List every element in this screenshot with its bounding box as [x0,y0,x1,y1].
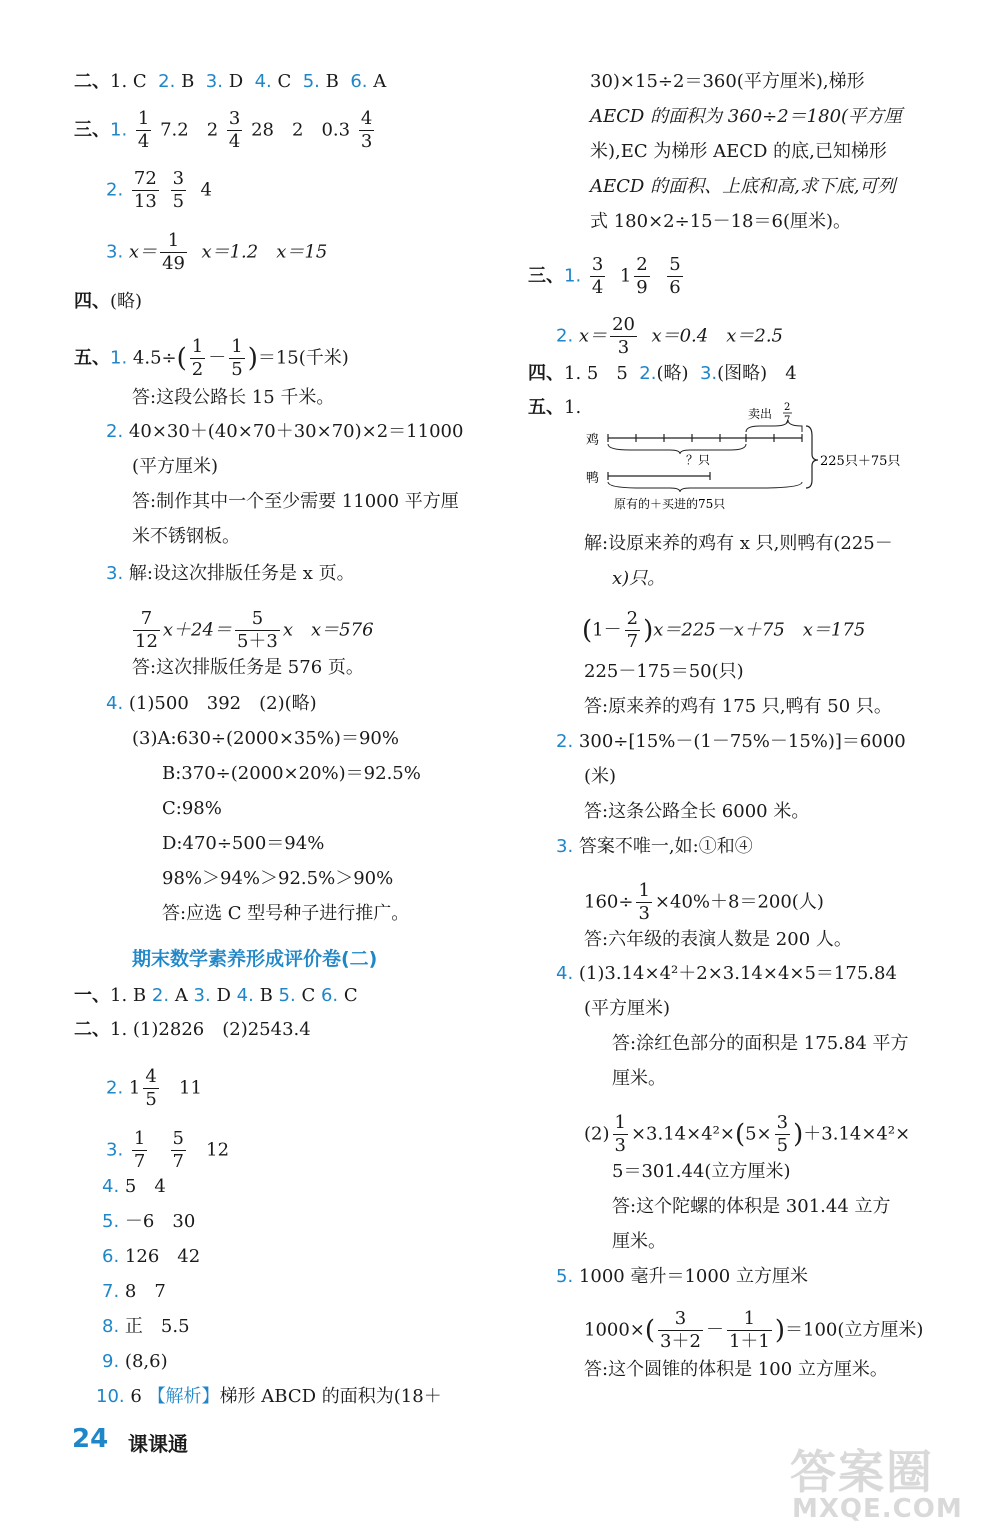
section-label: 三、 [74,119,110,141]
svg-text:7: 7 [784,415,791,426]
fraction: $\frac{3}{5}$ [172,168,185,212]
expr: ＝15(千米) [257,347,349,369]
fraction: $\frac{1}{2}$ [191,336,204,380]
cont-line: AECD 的面积为 360÷2＝180(平方厘 [590,106,903,127]
q-num: 2. [106,179,124,201]
solution-line: 225－175＝50(只) [584,661,744,682]
section-label: 二、 [74,71,110,92]
fraction: $\frac{72}{13}$ [133,168,157,212]
sec5-q3-eq: $\frac{7}{12}$ x＋24＝ $\frac{5}{5+3}$ x x＝576 [135,608,374,652]
section-label: 三、 [528,265,564,287]
p2-sec2-q1 [74,1018,311,1042]
r-sec4: 四、1. 5 5 2.(略) 3.(图略) 4 [528,363,797,384]
q-num: 1. [110,1019,128,1040]
expr: 40×30＋(40×70＋30×70)×2＝11000 [128,421,464,442]
duck-label: 鸭 [586,471,600,486]
fraction: $\frac{3}{4}$ [228,108,241,152]
fraction: $\frac{4}{3}$ [360,108,373,152]
sec3-q2 [106,168,212,213]
sec5-q3 [106,562,355,586]
fraction: $\frac{3}{4}$ [591,254,604,298]
expr-line: C:98% [162,798,222,819]
sec2-choice-row [74,70,386,94]
q-num: 2. [106,421,124,442]
answer-line: 答:这个陀螺的体积是 301.44 立方 [612,1196,891,1217]
fraction: $\frac{1}{7}$ [133,1128,146,1172]
q-num: 5. [302,71,320,92]
p2-sec1-choice-row [74,984,358,1008]
answer-line: 答:应选 C 型号种子进行推广。 [162,903,410,924]
q-num: 3. [106,1139,124,1161]
svg-text:？只: ？只 [686,453,711,467]
r-sec3-q2: 2. x＝ $\frac{20}{3}$ x＝0.4 x＝2.5 [556,314,783,358]
cont-line: 式 180×2÷15－18＝6(厘米)。 [590,211,851,232]
r-sec3-q1: 三、1. $\frac{3}{4}$ 1 $\frac{2}{9}$ $\frac{5}{6}$ [528,254,681,298]
q-num: 1. [110,119,128,141]
watermark: 答案圈 [790,1445,934,1499]
fraction: $\frac{5}{5+3}$ [236,608,278,652]
p2-sec2-q9: 9. (8,6) [102,1351,168,1372]
fraction: $\frac{1}{1+1}$ [728,1308,770,1352]
q-num: 6. [320,985,339,1006]
fraction: $\frac{5}{6}$ [669,254,681,298]
answer: 7.2 2 [160,119,219,141]
answer-line: 答:涂红色部分的面积是 175.84 平方 [612,1033,909,1054]
r-sec5-q5: 5. 1000 毫升＝1000 立方厘米 [556,1266,808,1287]
sec3-q3 [106,230,327,275]
answer: B [181,71,195,92]
expr-line: (平方厘米) [584,998,671,1019]
answer: A [373,71,387,92]
expr-line: B:370÷(2000×20%)＝92.5% [162,763,421,784]
answer: C [301,985,316,1006]
sec5-q1: 五、1. 4.5÷( $\frac{1}{2}$ － $\frac{1}{5}$ )＝15(千米) [74,336,349,380]
answer: 12 [206,1139,230,1161]
cont-line: 30)×15÷2＝360(平方厘米),梯形 [590,71,865,92]
r-sec5-q1-num: 五、1. [528,397,582,418]
q-num: 3. [193,985,211,1006]
answer: 28 2 0.3 [251,119,351,141]
r-sec5-q4: 4. (1)3.14×4²＋2×3.14×4×5＝175.84 [556,963,897,984]
expr-line: (3)A:630÷(2000×35%)＝90% [132,728,399,749]
svg-text:2: 2 [784,402,791,413]
solution-line: 解:设原来养的鸡有 x 只,则鸭有(225－ [584,533,893,554]
section-label: 二、 [74,1019,110,1040]
answer: (略) [110,291,143,312]
answer-line: 米不锈钢板。 [132,526,240,547]
svg-text:原有的＋买进的75只: 原有的＋买进的75只 [614,497,726,511]
fraction: $\frac{20}{3}$ [612,314,635,358]
section-label: 一、 [74,985,110,1006]
answer: C [343,985,358,1006]
fraction: $\frac{1}{3}$ [638,880,650,924]
cont-line: 米),EC 为梯形 AECD 的底,已知梯形 [590,141,887,162]
line-diagram [580,396,920,516]
fraction: $\frac{7}{12}$ [135,608,158,652]
q-num: 1. [110,347,128,369]
answer-line: 答:这次排版任务是 576 页。 [132,657,364,678]
page-number: 24 [72,1424,109,1454]
answer-line: 厘米。 [612,1068,666,1089]
r-sec5-q2: 2. 300÷[15%－(1－75%－15%)]＝6000 [556,731,906,752]
sec4 [74,290,142,314]
r-sec5-q3-eq: 160÷ $\frac{1}{3}$ ×40%＋8＝200(人) [584,880,824,924]
answer-line: 厘米。 [612,1231,666,1252]
section-label: 五、 [74,347,110,369]
sec5-q4 [106,692,317,716]
answer: B [259,985,273,1006]
analysis-tag: 【解析】 [147,1386,220,1407]
p2-sec2-q2: 2. 1 $\frac{4}{5}$ 11 [106,1066,202,1110]
q-num: 2. [151,985,170,1006]
sec5-q2 [106,420,463,444]
fraction: $\frac{3}{3+2}$ [660,1308,701,1352]
fraction: $\frac{2}{9}$ [636,254,648,298]
answer: x＝ [128,241,158,263]
svg-text:卖出: 卖出 [748,407,773,421]
q-num: 1. [110,985,128,1006]
watermark-url: MXQE.COM [792,1494,963,1524]
q-num: 1. [110,71,128,92]
answer-line: 答:这个圆锥的体积是 100 立方厘米。 [584,1359,888,1380]
section-label: 四、 [74,291,110,312]
answer: D [216,985,231,1006]
p2-sec2-q5: 5. －6 30 [102,1211,196,1232]
fraction: $\frac{5}{7}$ [172,1128,184,1172]
answer: D [228,71,244,92]
answer: B [325,71,339,92]
r-sec5-q4-p2: (2) $\frac{1}{3}$ ×3.14×4²×(5× $\frac{3}{5}$ )＋3.14×4²× [584,1112,911,1156]
answer: B [132,985,147,1006]
expr: (1)500 392 (2)(略) [128,693,317,714]
answer: (1)2826 (2)2543.4 [132,1019,311,1040]
expr-line: (米) [584,766,617,787]
p2-sec2-q7: 7. 8 7 [102,1281,166,1302]
solution-line: x)只。 [612,568,666,589]
p2-sec2-q10: 10. 6 【解析】梯形 ABCD 的面积为(18＋ [96,1386,442,1407]
r-sec5-q5-eq: 1000×( $\frac{3}{3+2}$ － $\frac{1}{1+1}$ )＝100(立方厘米) [584,1308,924,1352]
answer: 4 [200,179,212,201]
answer-line: 答:制作其中一个至少需要 11000 平方厘 [132,491,459,512]
q-num: 4. [236,985,254,1006]
answer: C [132,71,147,92]
answer-line: 答:六年级的表演人数是 200 人。 [584,929,852,950]
expr-line: D:470÷500＝94% [162,833,325,854]
p2-sec2-q8: 8. 正 5.5 [102,1316,190,1337]
answer-line: 答:这条公路全长 6000 米。 [584,801,810,822]
section-title: 期末数学素养形成评价卷(二) [132,948,378,970]
fraction: $\frac{1}{5}$ [231,336,243,380]
sec3-q1 [74,108,377,153]
expr-line: 98%＞94%＞92.5%＞90% [162,868,394,889]
answer: x＝1.2 x＝15 [201,241,328,263]
cont-line: AECD 的面积、上底和高,求下底,可列 [590,176,896,197]
expr-line: (平方厘米) [132,456,219,477]
q-num: 3. [205,71,223,92]
fraction: $\frac{1}{49}$ [162,230,185,274]
p2-sec2-q6: 6. 126 42 [102,1246,201,1267]
answer: 11 [179,1077,202,1099]
answer: C [277,71,292,92]
p2-sec2-q3 [106,1128,229,1173]
answer: A [174,985,188,1006]
r-sec5-q1-eq: (1－ $\frac{2}{7}$ )x＝225－x＋75 x＝175 [582,608,866,652]
r-sec5-q3: 3. 答案不唯一,如:①和④ [556,836,753,857]
answer-line: 答:原来养的鸡有 175 只,鸭有 50 只。 [584,696,892,717]
q-num: 2. [158,71,176,92]
q-num: 4. [254,71,272,92]
chicken-label: 鸡 [586,433,600,448]
expr: 4.5÷ [132,347,177,369]
expr: 解:设这次排版任务是 x 页。 [128,563,355,584]
q-num: 5. [278,985,296,1006]
book-title: 课课通 [128,1432,188,1456]
expr-line: 5＝301.44(立方厘米) [612,1161,791,1182]
fraction: $\frac{3}{5}$ [776,1112,789,1156]
q-num: 4. [106,693,124,714]
q-num: 6. [350,71,368,92]
fraction: $\frac{1}{3}$ [614,1112,626,1156]
fraction: $\frac{4}{5}$ [145,1066,157,1110]
fraction: $\frac{2}{7}$ [626,608,639,652]
q-num: 2. [106,1077,124,1099]
p2-sec2-q4: 4. 5 4 [102,1176,166,1197]
svg-text:225只＋75只: 225只＋75只 [820,454,901,469]
q-num: 3. [106,563,124,584]
q-num: 3. [106,241,124,263]
answer-line: 答:这段公路长 15 千米。 [132,387,335,408]
fraction: $\frac{1}{4}$ [137,108,150,152]
